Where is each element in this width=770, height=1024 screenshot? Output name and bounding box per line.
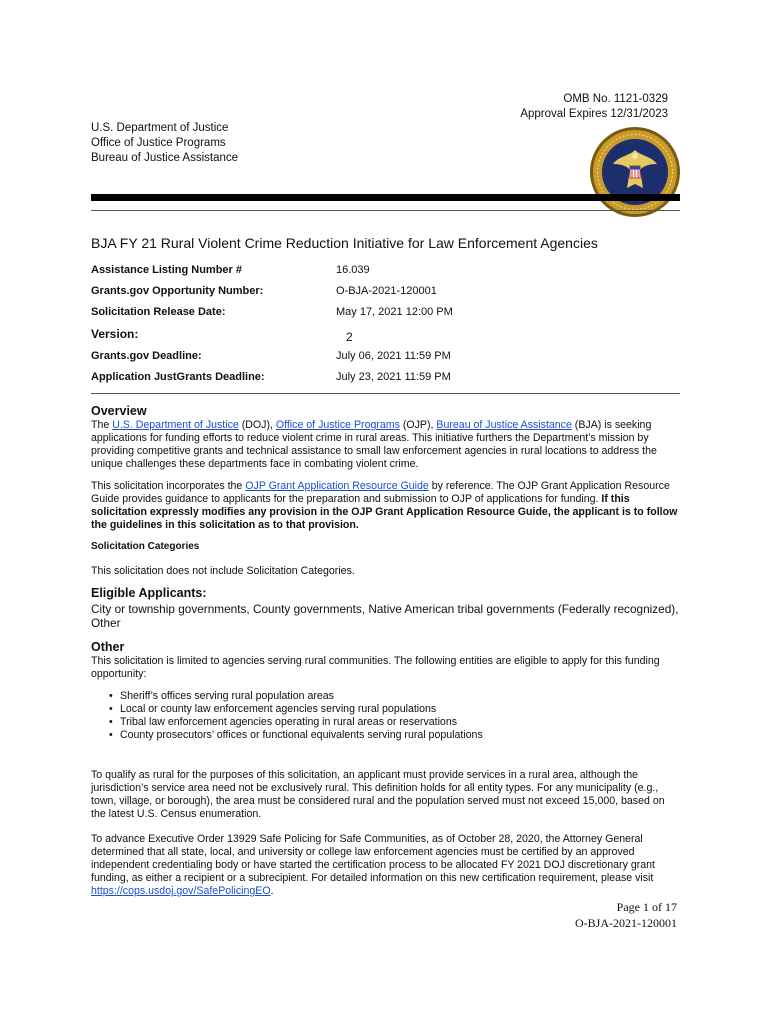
meta-label: Application JustGrants Deadline: xyxy=(91,371,265,383)
text: . xyxy=(270,885,274,897)
executive-order-paragraph xyxy=(91,833,681,898)
link-safe-policing[interactable]: https://cops.usdoj.gov/SafePolicingEO xyxy=(91,885,271,897)
bold-text: If this solicitation expressly modifies any provision in the OJP Grant Application Resource Guide, the applicant is to follow the guidelines in this solicitation as to that provision. xyxy=(91,493,678,531)
rural-definition-paragraph: To qualify as rural for the purposes of this solicitation, an applicant must provide services in a rural area, although the jurisdiction’s service area need not be exclusively rural. This definition holds for all entity types. For any municipality (e.g., town, village, or borough), the area must be considered rural and the population served must not exceed 15,000, based on the latest U.S. Census enumeration. xyxy=(91,769,665,820)
meta-value: July 06, 2021 11:59 PM xyxy=(336,350,451,362)
header-divider-thick xyxy=(91,194,680,201)
approval-expires: Approval Expires 12/31/2023 xyxy=(520,108,668,120)
eligible-text: City or township governments, County governments, Native American tribal governments (Federally recognized), Other xyxy=(91,602,679,630)
footer-doc-id: O-BJA-2021-120001 xyxy=(575,916,677,930)
text: To advance Executive Order 13929 Safe Policing for Safe Communities, as of October 28, 2020, the Attorney General determined that all state, local, and university or college law enforcement agencies must be certified by an approved independent credentialing body or have started the certification process to be allocated FY 2021 DOJ discretionary grant funding, as either a recipient or a subrecipient. For detailed information on this new certification requirement, please visit xyxy=(91,833,655,884)
categories-text: This solicitation does not include Solicitation Categories. xyxy=(91,565,355,577)
overview-heading: Overview xyxy=(91,404,147,418)
list-item: • Tribal law enforcement agencies operating in rural areas or reservations xyxy=(106,716,483,729)
meta-label: Assistance Listing Number # xyxy=(91,264,242,276)
resource-guide-paragraph xyxy=(91,480,681,532)
page-number: Page 1 of 17 xyxy=(616,900,677,914)
meta-label: Version: xyxy=(91,327,139,341)
omb-number: OMB No. 1121-0329 xyxy=(563,93,668,105)
solicitation-title: BJA FY 21 Rural Violent Crime Reduction Initiative for Law Enforcement Agencies xyxy=(91,235,598,251)
text: by reference. The OJP Grant Application Resource Guide provides guidance to applicants for the preparation and submission to OJP of applications for funding. xyxy=(91,480,670,505)
section-divider xyxy=(91,393,680,394)
agency-line-bja: Bureau of Justice Assistance xyxy=(91,152,239,164)
text: This solicitation incorporates the xyxy=(91,480,246,492)
other-heading: Other xyxy=(91,640,125,654)
link-resource-guide[interactable]: OJP Grant Application Resource Guide xyxy=(245,480,429,492)
meta-value: 2 xyxy=(346,330,353,344)
link-bja[interactable]: Bureau of Justice Assistance xyxy=(436,419,572,431)
agency-line-ojp: Office of Justice Programs xyxy=(91,137,226,149)
omb-block xyxy=(440,92,668,122)
meta-value: July 23, 2021 11:59 PM xyxy=(336,371,451,383)
header-divider-thin xyxy=(91,210,680,211)
meta-label: Grants.gov Opportunity Number: xyxy=(91,285,264,297)
link-doj[interactable]: U.S. Department of Justice xyxy=(112,419,239,431)
text: (DOJ), xyxy=(238,419,276,431)
meta-label: Solicitation Release Date: xyxy=(91,306,226,318)
meta-value: 16.039 xyxy=(336,264,370,276)
link-ojp[interactable]: Office of Justice Programs xyxy=(275,419,400,431)
other-intro: This solicitation is limited to agencies serving rural communities. The following entities are eligible to apply for this funding opportunity: xyxy=(91,655,660,680)
text: The xyxy=(91,419,113,431)
agency-line-doj: U.S. Department of Justice xyxy=(91,122,229,134)
categories-heading: Solicitation Categories xyxy=(91,541,200,552)
eligible-heading: Eligible Applicants: xyxy=(91,586,207,600)
list-item: • Sheriff’s offices serving rural population areas xyxy=(106,690,483,703)
meta-value: May 17, 2021 12:00 PM xyxy=(336,306,453,318)
overview-paragraph xyxy=(91,419,681,471)
meta-value: O-BJA-2021-120001 xyxy=(336,285,437,297)
meta-label: Grants.gov Deadline: xyxy=(91,350,202,362)
list-item: • Local or county law enforcement agencies serving rural populations xyxy=(106,703,483,716)
text: (OJP), xyxy=(399,419,437,431)
doj-seal-icon xyxy=(589,126,681,218)
eligible-entities-list xyxy=(106,690,483,742)
list-item: • County prosecutors’ offices or functional equivalents serving rural populations xyxy=(106,729,483,742)
text: (BJA) is seeking applications for funding efforts to reduce violent crime in rural areas. This initiative furthers the Department’s mission by providing competitive grants and technical assistance to small law enforcement agencies in rural locations to address the unique challenges these departments face in combating violent crime. xyxy=(91,419,657,470)
agency-block xyxy=(91,121,238,166)
